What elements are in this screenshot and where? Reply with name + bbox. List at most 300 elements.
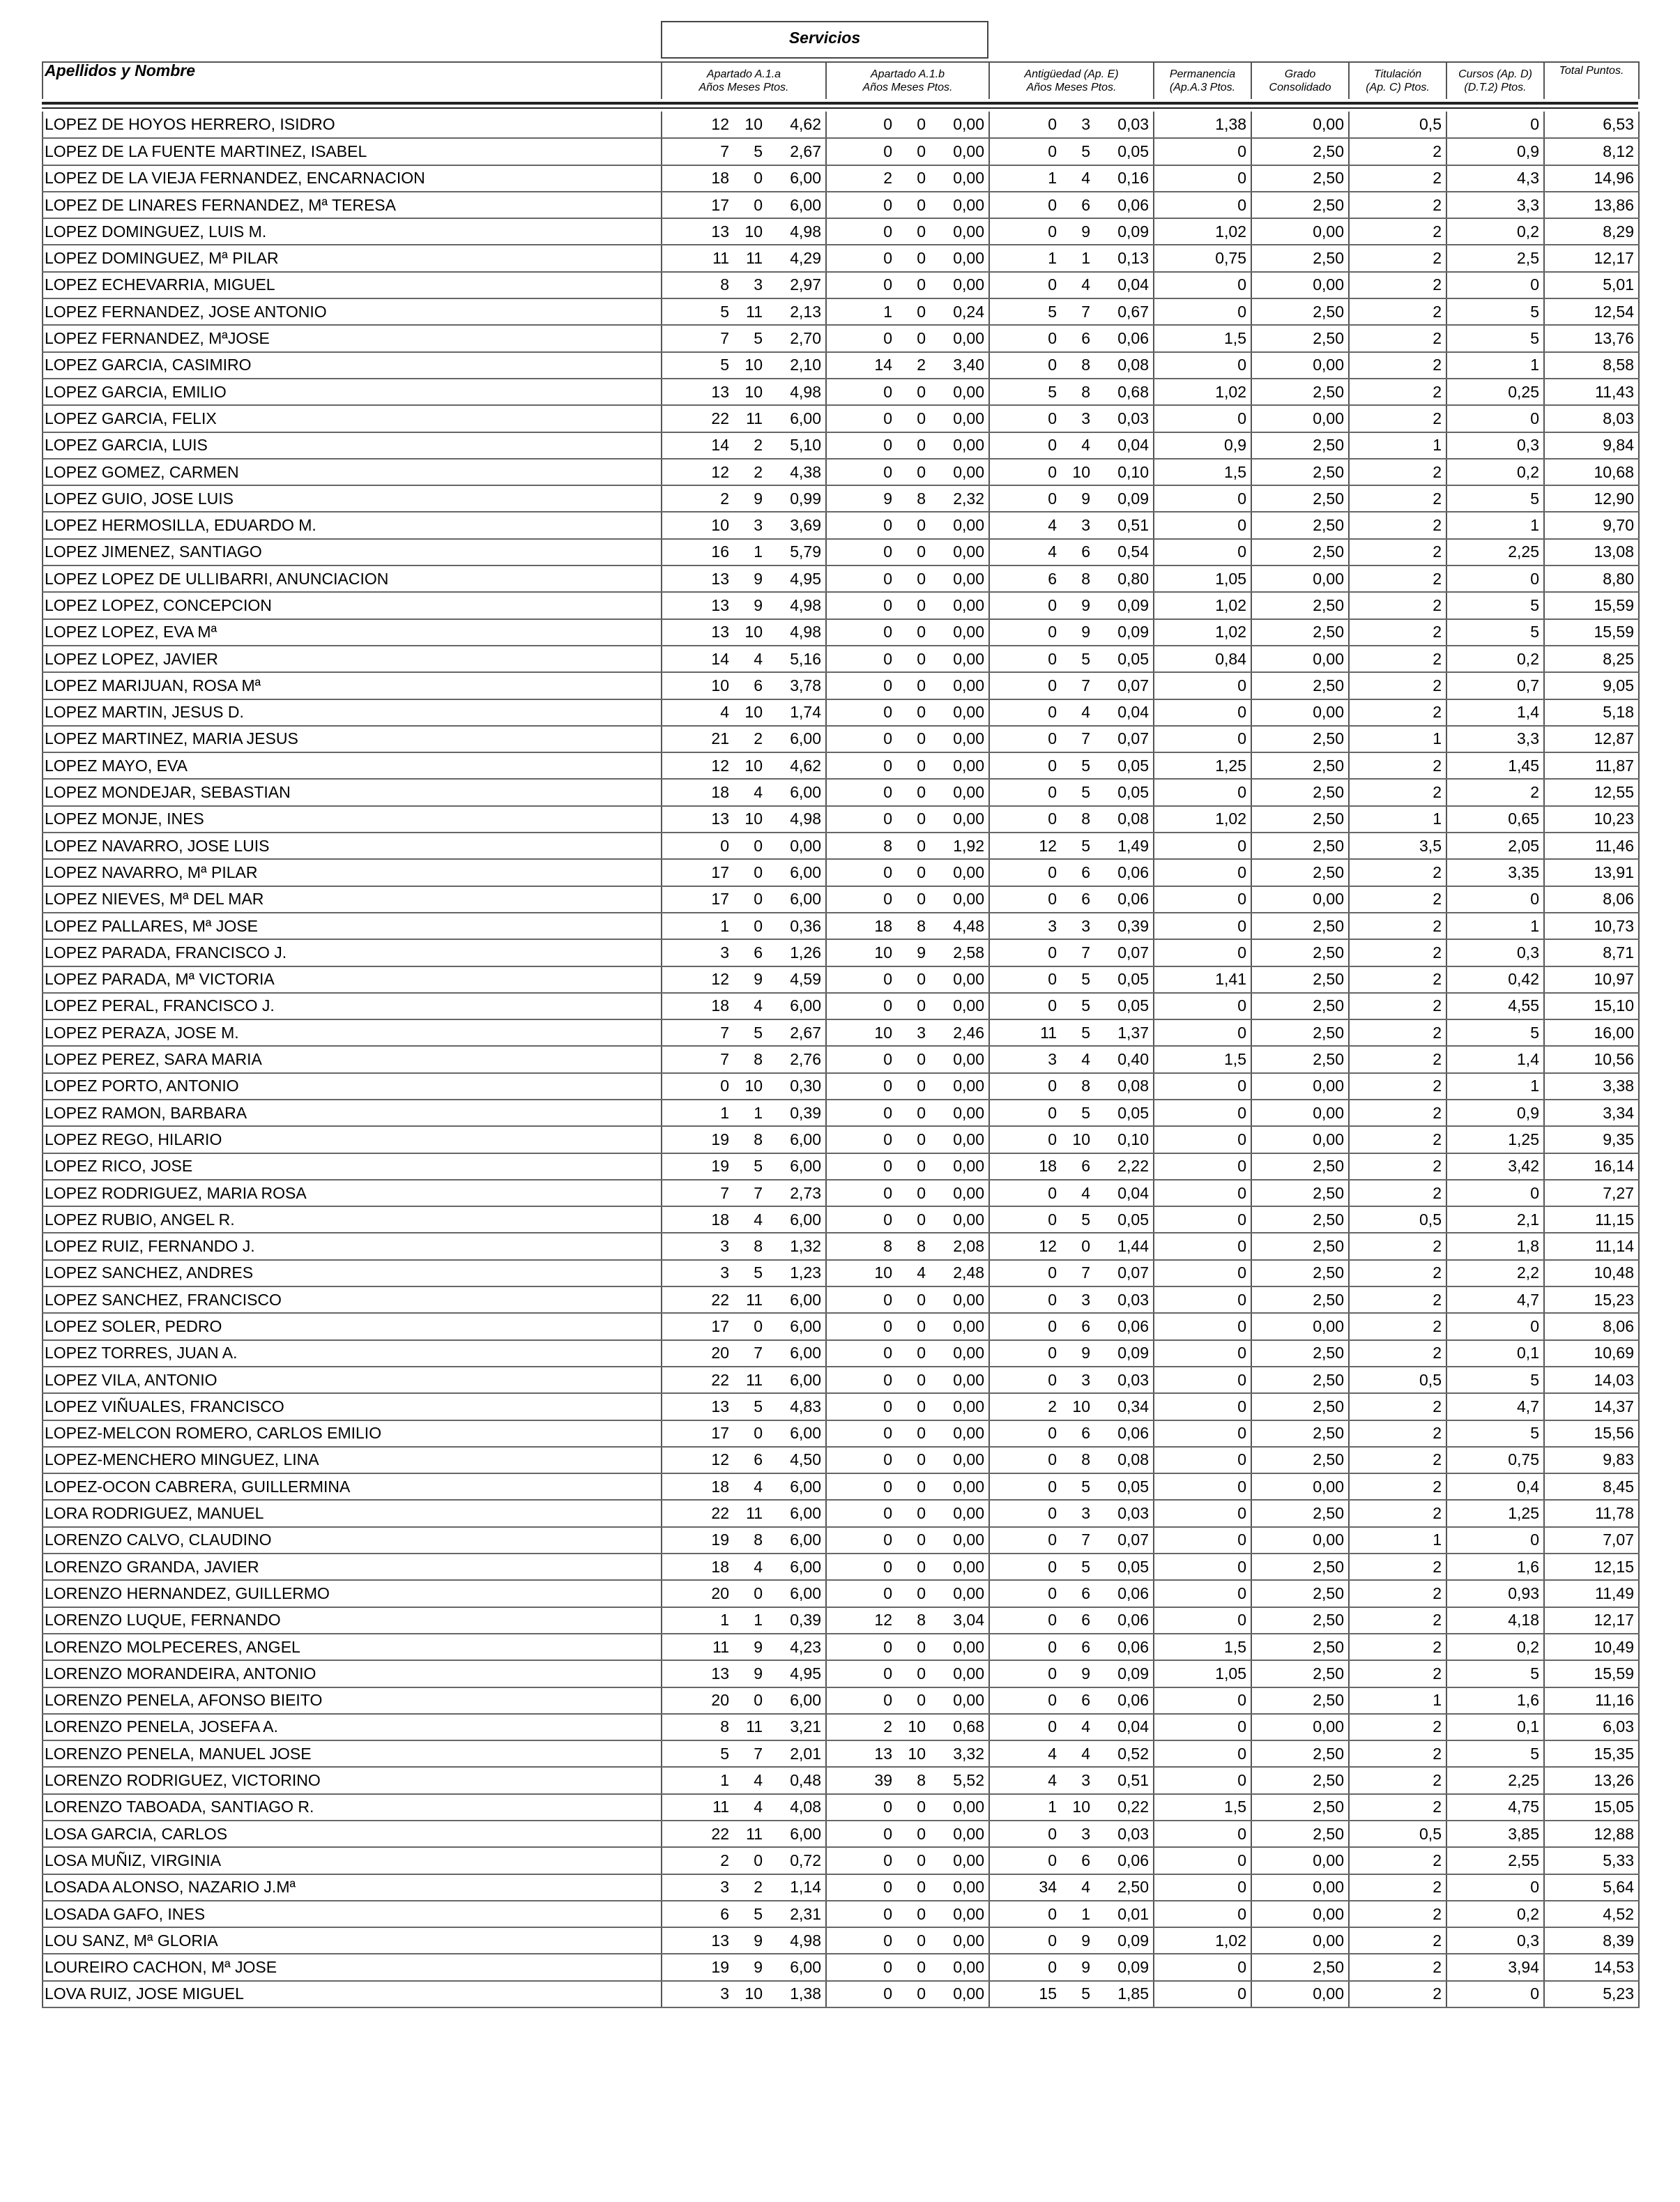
cell-a1a [662, 1821, 826, 1847]
cell-total: 15,10 [1544, 993, 1639, 1019]
cell-a1a-meses: 10 [744, 382, 763, 401]
cell-a1b [826, 1233, 989, 1259]
cell-a1a-anos: 13 [711, 1397, 729, 1415]
cell-a1a-anos: 22 [711, 1290, 729, 1309]
table-row [43, 966, 1639, 993]
cell-antiguedad [989, 1206, 1154, 1233]
cell-titulacion: 0,5 [1349, 1206, 1446, 1233]
cell-a1b [826, 352, 989, 379]
cell-a1a-ptos: 4,08 [790, 1798, 821, 1816]
cell-antiguedad [989, 1019, 1154, 1046]
cell-titulacion: 2 [1349, 1340, 1446, 1367]
cell-a1a [662, 1153, 826, 1180]
cell-permanencia: 0,84 [1154, 646, 1251, 672]
cell-a1b-anos: 0 [883, 1584, 892, 1602]
cell-permanencia: 0 [1154, 1580, 1251, 1607]
cell-a1b-ptos: 0,00 [953, 1450, 984, 1469]
cell-a1b-meses: 0 [917, 142, 926, 160]
cell-a1b-ptos: 0,00 [953, 169, 984, 188]
cell-name: LOPEZ PERAL, FRANCISCO J. [43, 993, 662, 1019]
cell-a1a-meses: 5 [754, 1263, 763, 1282]
table-row [43, 1580, 1639, 1607]
table-row [43, 806, 1639, 833]
cell-a1a-anos: 13 [711, 1664, 729, 1683]
cell-antiguedad-meses: 7 [1081, 729, 1090, 748]
cell-a1b-meses: 0 [917, 1904, 926, 1923]
cell-a1a-meses: 4 [754, 1771, 763, 1790]
cell-a1b-meses: 0 [917, 1504, 926, 1523]
cell-a1b-meses: 0 [917, 1691, 926, 1710]
cell-total: 13,86 [1544, 192, 1639, 218]
cell-cursos: 0,25 [1446, 379, 1544, 405]
cell-grado: 2,50 [1251, 379, 1349, 405]
table-row [43, 1073, 1639, 1100]
cell-a1b-meses: 9 [917, 943, 926, 962]
cell-antiguedad-meses: 5 [1081, 783, 1090, 802]
cell-a1b-ptos: 2,58 [953, 943, 984, 962]
cell-antiguedad-ptos: 0,54 [1117, 542, 1149, 561]
cell-permanencia: 0 [1154, 1901, 1251, 1927]
cell-antiguedad [989, 1740, 1154, 1767]
cell-a1b-anos: 8 [883, 836, 892, 855]
cell-a1b [826, 165, 989, 192]
cell-total: 16,14 [1544, 1153, 1639, 1180]
cell-antiguedad [989, 913, 1154, 939]
cell-grado: 2,50 [1251, 1954, 1349, 1980]
cell-grado: 2,50 [1251, 1634, 1349, 1660]
cell-antiguedad-ptos: 0,13 [1117, 249, 1149, 268]
cell-a1b-meses: 0 [917, 1317, 926, 1335]
cell-cursos: 2,55 [1446, 1847, 1544, 1874]
cell-permanencia: 0 [1154, 1206, 1251, 1233]
cell-a1a-anos: 20 [711, 1691, 729, 1710]
cell-antiguedad [989, 432, 1154, 459]
cell-a1a-ptos: 2,31 [790, 1904, 821, 1923]
cell-a1a-meses: 8 [754, 1531, 763, 1549]
col-cursos-header: Cursos (Ap. D) (D.T.2) Ptos. [1446, 62, 1544, 99]
cell-name: LORENZO LUQUE, FERNANDO [43, 1607, 662, 1634]
cell-cursos: 3,3 [1446, 726, 1544, 752]
cell-a1b-ptos: 0,00 [953, 1584, 984, 1602]
cell-a1a-meses: 2 [754, 436, 763, 455]
cell-total: 4,52 [1544, 1901, 1639, 1927]
cell-antiguedad [989, 779, 1154, 805]
cell-antiguedad [989, 886, 1154, 913]
cell-antiguedad [989, 1500, 1154, 1526]
cell-antiguedad [989, 1874, 1154, 1901]
cell-total: 11,15 [1544, 1206, 1639, 1233]
cell-antiguedad [989, 1901, 1154, 1927]
cell-grado: 0,00 [1251, 646, 1349, 672]
cell-antiguedad-meses: 6 [1081, 890, 1090, 909]
cell-a1a [662, 1554, 826, 1580]
cell-antiguedad-anos: 0 [1048, 783, 1057, 802]
cell-permanencia: 0,9 [1154, 432, 1251, 459]
cell-name: LOPEZ RODRIGUEZ, MARIA ROSA [43, 1180, 662, 1206]
cell-a1a-anos: 3 [720, 1878, 729, 1897]
cell-antiguedad [989, 1046, 1154, 1072]
cell-cursos: 3,3 [1446, 192, 1544, 218]
header-divider-thin [42, 107, 1638, 109]
cell-titulacion: 1 [1349, 1527, 1446, 1554]
cell-antiguedad-ptos: 0,03 [1117, 1504, 1149, 1523]
cell-titulacion: 2 [1349, 1233, 1446, 1259]
cell-a1b-ptos: 0,00 [953, 1397, 984, 1415]
cell-grado: 0,00 [1251, 699, 1349, 726]
cell-antiguedad-meses: 5 [1081, 1023, 1090, 1042]
cell-titulacion: 2 [1349, 1927, 1446, 1954]
cell-grado: 0,00 [1251, 112, 1349, 138]
cell-a1a-meses: 10 [744, 623, 763, 641]
cell-titulacion: 1 [1349, 726, 1446, 752]
cell-titulacion: 2 [1349, 138, 1446, 165]
cell-antiguedad-ptos: 0,05 [1117, 996, 1149, 1015]
cell-a1b [826, 1527, 989, 1554]
cell-antiguedad-ptos: 0,06 [1117, 329, 1149, 348]
table-row [43, 112, 1639, 138]
cell-a1a-ptos: 6,00 [790, 1477, 821, 1496]
cell-a1a-ptos: 0,99 [790, 489, 821, 508]
cell-antiguedad-anos: 0 [1048, 1691, 1057, 1710]
cell-a1b-meses: 0 [917, 1984, 926, 2003]
cell-a1b [826, 1874, 989, 1901]
cell-a1b-meses: 0 [917, 1798, 926, 1816]
cell-antiguedad-meses: 3 [1081, 115, 1090, 134]
cell-name: LOPEZ PARADA, FRANCISCO J. [43, 939, 662, 966]
cell-a1b-anos: 0 [883, 1531, 892, 1549]
cell-a1a-meses: 10 [744, 756, 763, 775]
cell-antiguedad-anos: 4 [1048, 516, 1057, 535]
cell-a1a-ptos: 6,00 [790, 1691, 821, 1710]
cell-total: 6,03 [1544, 1714, 1639, 1740]
cell-total: 8,03 [1544, 405, 1639, 432]
cell-titulacion: 2 [1349, 1794, 1446, 1821]
cell-cursos: 2,05 [1446, 833, 1544, 859]
table-row [43, 325, 1639, 351]
cell-a1b-anos: 0 [883, 1103, 892, 1122]
cell-a1b-meses: 0 [917, 249, 926, 268]
cell-a1a-meses: 11 [746, 1824, 763, 1843]
cell-a1b [826, 512, 989, 538]
cell-a1a-anos: 13 [711, 382, 729, 401]
cell-a1b-ptos: 0,00 [953, 1904, 984, 1923]
cell-a1b-meses: 0 [917, 703, 926, 722]
cell-antiguedad [989, 272, 1154, 298]
cell-antiguedad-anos: 4 [1048, 1744, 1057, 1763]
cell-antiguedad [989, 459, 1154, 485]
cell-antiguedad-meses: 4 [1081, 1717, 1090, 1736]
cell-cursos: 2,2 [1446, 1260, 1544, 1286]
cell-a1b-anos: 0 [883, 1397, 892, 1415]
cell-a1b-anos: 0 [883, 462, 892, 481]
cell-a1a-anos: 18 [711, 783, 729, 802]
cell-a1a [662, 966, 826, 993]
cell-antiguedad-anos: 12 [1039, 836, 1057, 855]
cell-antiguedad-ptos: 0,09 [1117, 623, 1149, 641]
cell-antiguedad-ptos: 0,06 [1117, 890, 1149, 909]
cell-a1b-ptos: 0,00 [953, 1531, 984, 1549]
cell-a1a-anos: 17 [711, 1317, 729, 1335]
cell-a1b [826, 405, 989, 432]
cell-a1b-ptos: 0,00 [953, 1691, 984, 1710]
cell-antiguedad-anos: 0 [1048, 1344, 1057, 1362]
cell-a1a-ptos: 6,00 [790, 1210, 821, 1229]
cell-total: 10,69 [1544, 1340, 1639, 1367]
cell-cursos: 0,9 [1446, 138, 1544, 165]
cell-total: 13,91 [1544, 859, 1639, 886]
cell-grado: 2,50 [1251, 993, 1349, 1019]
cell-total: 15,56 [1544, 1420, 1639, 1447]
cell-a1a [662, 1313, 826, 1339]
cell-a1a-ptos: 4,95 [790, 569, 821, 588]
cell-a1b [826, 1046, 989, 1072]
cell-a1a-meses: 10 [744, 810, 763, 828]
cell-permanencia: 0 [1154, 1607, 1251, 1634]
cell-grado: 2,50 [1251, 1153, 1349, 1180]
cell-a1b-ptos: 0,00 [953, 1664, 984, 1683]
cell-a1a-ptos: 6,00 [790, 783, 821, 802]
cell-name: LOPEZ LOPEZ DE ULLIBARRI, ANUNCIACION [43, 565, 662, 592]
cell-total: 8,12 [1544, 138, 1639, 165]
cell-antiguedad-ptos: 0,09 [1117, 489, 1149, 508]
cell-a1a-anos: 7 [720, 142, 729, 160]
cell-a1b-meses: 0 [917, 1397, 926, 1415]
cell-antiguedad-anos: 0 [1048, 1557, 1057, 1576]
cell-name: LORENZO GRANDA, JAVIER [43, 1554, 662, 1580]
cell-antiguedad [989, 1233, 1154, 1259]
cell-permanencia: 0 [1154, 1740, 1251, 1767]
cell-titulacion: 2 [1349, 1100, 1446, 1126]
cell-a1a-ptos: 4,98 [790, 623, 821, 641]
cell-a1b [826, 1740, 989, 1767]
cell-total: 7,07 [1544, 1527, 1639, 1554]
cell-a1a-anos: 3 [720, 1984, 729, 2003]
cell-total: 12,87 [1544, 726, 1639, 752]
cell-cursos: 0,42 [1446, 966, 1544, 993]
cell-antiguedad [989, 592, 1154, 618]
cell-antiguedad-meses: 3 [1081, 1370, 1090, 1389]
table-row [43, 1874, 1639, 1901]
cell-a1b-anos: 0 [883, 863, 892, 881]
cell-a1a-ptos: 5,10 [790, 436, 821, 455]
cell-total: 5,18 [1544, 699, 1639, 726]
cell-antiguedad-meses: 6 [1081, 1317, 1090, 1335]
cell-a1a-meses: 0 [754, 1317, 763, 1335]
table-row [43, 165, 1639, 192]
cell-a1a [662, 1687, 826, 1714]
cell-a1a-ptos: 1,26 [790, 943, 821, 962]
cell-a1a [662, 272, 826, 298]
cell-antiguedad-meses: 5 [1081, 996, 1090, 1015]
cell-antiguedad [989, 1580, 1154, 1607]
cell-a1b [826, 1714, 989, 1740]
cell-a1b [826, 779, 989, 805]
cell-a1b-anos: 0 [883, 1878, 892, 1897]
cell-name: LOPEZ NAVARRO, Mª PILAR [43, 859, 662, 886]
cell-permanencia: 0 [1154, 1447, 1251, 1473]
cell-name: LOPEZ RAMON, BARBARA [43, 1100, 662, 1126]
cell-a1a-anos: 22 [711, 1824, 729, 1843]
cell-antiguedad-anos: 0 [1048, 1210, 1057, 1229]
cell-titulacion: 0,5 [1349, 1367, 1446, 1393]
cell-total: 3,38 [1544, 1073, 1639, 1100]
cell-titulacion: 2 [1349, 1447, 1446, 1473]
cell-antiguedad-ptos: 0,06 [1117, 195, 1149, 214]
cell-titulacion: 2 [1349, 218, 1446, 245]
cell-grado: 2,50 [1251, 726, 1349, 752]
cell-cursos: 0 [1446, 272, 1544, 298]
cell-permanencia: 0 [1154, 1019, 1251, 1046]
cell-a1a-anos: 20 [711, 1344, 729, 1362]
cell-cursos: 5 [1446, 485, 1544, 512]
cell-a1a-meses: 9 [754, 1664, 763, 1683]
cell-antiguedad-ptos: 2,50 [1117, 1878, 1149, 1897]
cell-grado: 0,00 [1251, 1313, 1349, 1339]
cell-total: 10,49 [1544, 1634, 1639, 1660]
cell-antiguedad-anos: 1 [1048, 1798, 1057, 1816]
cell-total: 12,17 [1544, 245, 1639, 271]
cell-grado: 0,00 [1251, 352, 1349, 379]
cell-antiguedad-meses: 9 [1081, 1344, 1090, 1362]
cell-a1a-meses: 0 [754, 916, 763, 935]
cell-a1a [662, 1580, 826, 1607]
cell-titulacion: 2 [1349, 565, 1446, 592]
cell-antiguedad-anos: 0 [1048, 195, 1057, 214]
cell-a1a-ptos: 4,98 [790, 595, 821, 614]
column-header-row [42, 61, 1640, 99]
cell-total: 10,68 [1544, 459, 1639, 485]
cell-titulacion: 2 [1349, 966, 1446, 993]
cell-permanencia: 0 [1154, 1073, 1251, 1100]
cell-titulacion: 2 [1349, 405, 1446, 432]
cell-antiguedad-ptos: 0,10 [1117, 462, 1149, 481]
cell-a1a-ptos: 2,13 [790, 302, 821, 321]
cell-antiguedad-meses: 5 [1081, 970, 1090, 989]
cell-a1b [826, 699, 989, 726]
cell-a1b-ptos: 0,00 [953, 595, 984, 614]
cell-permanencia: 0 [1154, 272, 1251, 298]
table-row [43, 512, 1639, 538]
cell-total: 6,53 [1544, 112, 1639, 138]
cell-antiguedad-anos: 0 [1048, 1290, 1057, 1309]
cell-a1a-meses: 0 [754, 1851, 763, 1869]
table-row [43, 1634, 1639, 1660]
cell-a1b-meses: 2 [917, 356, 926, 374]
cell-permanencia: 1,05 [1154, 1660, 1251, 1687]
cell-total: 10,73 [1544, 913, 1639, 939]
cell-antiguedad-anos: 11 [1040, 1023, 1057, 1042]
cell-permanencia: 0 [1154, 779, 1251, 805]
cell-a1b [826, 1500, 989, 1526]
cell-a1a-ptos: 4,62 [790, 756, 821, 775]
table-row [43, 1260, 1639, 1286]
cell-cursos: 1,4 [1446, 1046, 1544, 1072]
cell-name: LOSA GARCIA, CARLOS [43, 1821, 662, 1847]
cell-antiguedad-ptos: 0,05 [1117, 783, 1149, 802]
cell-a1a-meses: 11 [746, 1504, 763, 1523]
cell-a1b-meses: 0 [917, 1664, 926, 1683]
cell-a1b-meses: 0 [917, 649, 926, 668]
cell-antiguedad [989, 966, 1154, 993]
cell-a1b-meses: 0 [917, 1424, 926, 1443]
cell-a1a [662, 1180, 826, 1206]
cell-a1b-anos: 39 [874, 1771, 892, 1790]
cell-antiguedad-meses: 1 [1081, 249, 1090, 268]
cell-a1a [662, 699, 826, 726]
cell-a1a-anos: 11 [712, 1798, 729, 1816]
cell-a1b [826, 1019, 989, 1046]
table-row [43, 1206, 1639, 1233]
cell-name: LOPEZ SANCHEZ, ANDRES [43, 1260, 662, 1286]
cell-total: 8,80 [1544, 565, 1639, 592]
cell-titulacion: 2 [1349, 993, 1446, 1019]
cell-a1b-anos: 0 [883, 1477, 892, 1496]
cell-antiguedad [989, 939, 1154, 966]
cell-a1b-meses: 0 [917, 1958, 926, 1977]
cell-a1a [662, 1740, 826, 1767]
cell-permanencia: 0 [1154, 1260, 1251, 1286]
cell-a1a-ptos: 2,01 [790, 1744, 821, 1763]
cell-total: 15,23 [1544, 1286, 1639, 1313]
cell-a1a-ptos: 2,97 [790, 275, 821, 294]
cell-a1b-anos: 0 [883, 1344, 892, 1362]
table-row [43, 646, 1639, 672]
table-row [43, 1740, 1639, 1767]
cell-name: LOPEZ VILA, ANTONIO [43, 1367, 662, 1393]
cell-a1a-anos: 14 [711, 649, 729, 668]
table-row [43, 1607, 1639, 1634]
cell-cursos: 0 [1446, 565, 1544, 592]
cell-a1b-ptos: 0,24 [953, 302, 984, 321]
cell-titulacion: 2 [1349, 886, 1446, 913]
cell-antiguedad-ptos: 0,05 [1117, 142, 1149, 160]
cell-cursos: 0 [1446, 1874, 1544, 1901]
cell-a1a [662, 726, 826, 752]
cell-a1a-anos: 19 [711, 1130, 729, 1148]
table-row [43, 1927, 1639, 1954]
cell-a1a-ptos: 4,23 [790, 1637, 821, 1656]
col-antiguedad-header: Antigüedad (Ap. E) Años Meses Ptos. [989, 62, 1154, 99]
cell-a1b-meses: 0 [917, 329, 926, 348]
cell-antiguedad-ptos: 0,80 [1117, 569, 1149, 588]
cell-total: 11,87 [1544, 752, 1639, 779]
table-row [43, 1100, 1639, 1126]
cell-a1b-meses: 0 [917, 1344, 926, 1362]
cell-titulacion: 2 [1349, 459, 1446, 485]
cell-permanencia: 0 [1154, 165, 1251, 192]
cell-antiguedad-anos: 0 [1048, 1611, 1057, 1630]
cell-a1a-ptos: 4,29 [790, 249, 821, 268]
cell-permanencia: 0 [1154, 1100, 1251, 1126]
cell-antiguedad-meses: 6 [1081, 329, 1090, 348]
cell-a1a [662, 806, 826, 833]
cell-a1a-meses: 11 [746, 302, 763, 321]
col-permanencia-header: Permanencia (Ap.A.3 Ptos. [1154, 62, 1251, 99]
cell-a1b-ptos: 0,00 [953, 1130, 984, 1148]
cell-a1a-meses: 9 [754, 1958, 763, 1977]
cell-antiguedad-meses: 3 [1081, 409, 1090, 427]
cell-permanencia: 0 [1154, 939, 1251, 966]
cell-a1a-ptos: 6,00 [790, 1317, 821, 1335]
cell-titulacion: 2 [1349, 1180, 1446, 1206]
cell-cursos: 1,4 [1446, 699, 1544, 726]
cell-a1b-meses: 0 [917, 756, 926, 775]
cell-a1b-anos: 0 [883, 595, 892, 614]
cell-cursos: 5 [1446, 1660, 1544, 1687]
cell-a1b [826, 1286, 989, 1313]
cell-a1a [662, 459, 826, 485]
cell-a1b [826, 192, 989, 218]
